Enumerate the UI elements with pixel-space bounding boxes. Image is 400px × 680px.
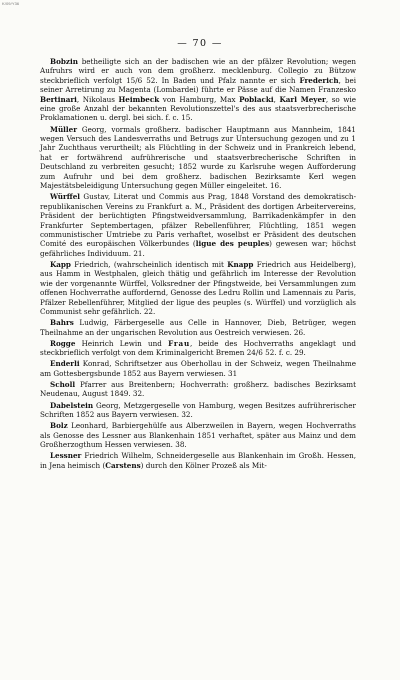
- entry-text: Konrad, Schriftsetzer aus Oberhollau in der Schweiz, wegen Theilnahme am Gottesbergsbunde 1852 aus Bayern verwiesen. 31: [40, 359, 356, 378]
- entry-text: von Hamburg, Max: [159, 94, 240, 104]
- register-entry: [40, 380, 356, 399]
- entry-name: Frederich: [299, 75, 339, 85]
- register-entry: [40, 260, 356, 316]
- entry-name: Poblacki: [239, 94, 274, 104]
- entry-text: , Nikolaus: [76, 94, 119, 104]
- entry-name: Knapp: [227, 259, 254, 269]
- entry-text: Leonhard, Barbiergehülfe aus Alberzweilen in Bayern, wegen Hochverraths als Genosse des Lessner aus Blankenhain 1851 verhaftet, später aus Mainz und dem Großherzogthum Hessen verwiesen. 38.: [40, 421, 356, 450]
- entry-text: Friedrich, (wahrscheinlich identisch mit: [70, 259, 228, 269]
- register-entry: [40, 318, 356, 337]
- entry-text: Pfarrer aus Breitenbern; Hochverrath: großherz. badisches Bezirksamt Neudenau, August 1849. 32.: [40, 379, 356, 399]
- entry-name: Scholl: [50, 379, 76, 389]
- entry-text: Georg, vormals großherz. badischer Hauptmann aus Mannheim, 1841 wegen Versuch des Landesverraths und Betrugs zur Untersuchung gezogen und zu 1 Jahr Zuchthaus verurtheilt; als Flüchtling in der Schweiz und in Frankreich lebend, hat er fortwährend aufrührerische und staatsverbrecherische Schriften in Deutschland zu verbreiten gesucht; 1852 wurde zu Karlsruhe wegen Aufforderung zum Aufruhr und bei dem großherz. badischen Bezirksamte Kerl wegen Majestätsbeleidigung Untersuchung gegen Müller eingeleitet. 16.: [40, 124, 356, 191]
- entry-text: Friedrich aus Heidelberg), aus Hamm in Westphalen, gleich thätig und gefährlich im Interesse der Revolution wie der vorgenannte Würffel, Volksredner der Pfingstweide, bei Versammlungen zum offenen Hochverrathe auffordernd, Genosse des Ledru Rollin und Lamennais zu Paris, Pfälzer Rebellenführer, Mitglied der ligue des peuples (s. Würffel) und vorzüglich als Communist sehr gefährlich. 22.: [40, 259, 356, 316]
- register-entry: [40, 421, 356, 449]
- entry-name: Dabelstein: [50, 400, 94, 410]
- entry-text: ) gewesen war; höchst gefährliches Individuum. 21.: [40, 239, 356, 258]
- entry-name: Enderli: [50, 359, 80, 369]
- entry-name: Heimbeck: [118, 94, 160, 104]
- register-entry: [40, 57, 356, 123]
- entry-name: Kapp: [50, 259, 71, 269]
- entry-name: Carstens: [105, 460, 141, 470]
- entry-text: , so wie eine große Anzahl der bekannten Revolutionszettel's des aus staatsverbrecherische Proklamationen u. dergl. bei sich. f. c. 15.: [40, 94, 356, 123]
- register-entry: [40, 125, 356, 191]
- entries-list: [40, 57, 356, 472]
- entry-name: ligue des peuples: [195, 239, 270, 249]
- register-entry: [40, 192, 356, 258]
- archive-corner-mark: K/09/Y36: [2, 1, 20, 6]
- register-entry: [40, 359, 356, 378]
- entry-name: Bahrs: [50, 318, 74, 328]
- entry-name: Bobzin: [50, 57, 78, 66]
- entry-text: betheiligte sich an der badischen wie an der pfälzer Revolution; wegen Aufruhrs wird er auch von dem großherz. mecklenburg. Collegio zu Bützow steckbrieflich verfolgt 15/6 52. In Baden und Pfalz nannte er sich: [40, 57, 356, 85]
- page-number-header: — 70 —: [177, 38, 223, 49]
- entry-name: Würffel: [50, 192, 80, 202]
- entry-text: ) durch den Kölner Prozeß als Mit-: [140, 460, 267, 470]
- entry-text: , beide des Hochverraths angeklagt und steckbrieflich verfolgt von dem Kriminalgericht Bremen 24/6 52. f. c. 29.: [40, 338, 356, 358]
- entry-name: Lessner: [50, 451, 82, 461]
- entry-name: Bertinari: [40, 94, 77, 104]
- entry-name: Frau: [168, 338, 190, 348]
- entry-name: Karl Meyer: [279, 94, 326, 104]
- register-entry: [40, 339, 356, 358]
- entry-text: Heinrich Lewin und: [75, 338, 169, 348]
- register-entry: [40, 401, 356, 420]
- entry-name: Müller: [50, 124, 78, 134]
- register-entry: [40, 451, 356, 470]
- entry-text: Gustav, Literat und Commis aus Prag, 1848 Vorstand des demokratisch-republikanischen Vereins zu Frankfurt a. M., Präsident des dortigen Arbeitervereins, Präsident der berüchtigten Pfingstweidversammlung, Barrikadenkämpfer in den Frankfurter Septembertagen, pfälzer Rebellenführer, Flüchtling, 1851 wegen communistischer Umtriebe zu Paris verhaftet, woselbst er Präsident des deutschen Comité des europäischen Völkerbundes (: [40, 192, 356, 249]
- entry-text: ,: [273, 94, 280, 104]
- entry-text: Georg, Metzgergeselle von Hamburg, wegen Besitzes aufrührerischer Schriften 1852 aus Bayern verwiesen. 32.: [40, 400, 356, 419]
- entry-name: Rogge: [50, 338, 76, 348]
- entry-text: , bei seiner Arretirung zu Magenta (Lombardei) führte er Pässe auf die Namen Franzesko: [40, 75, 356, 95]
- entry-text: Ludwig, Färbergeselle aus Celle in Hannover, Dieb, Betrüger, wegen Theilnahme an der ungarischen Revolution aus Oestreich verwiesen. 26.: [40, 318, 356, 337]
- entry-name: Bolz: [50, 421, 68, 431]
- entry-text: Friedrich Wilhelm, Schneidergeselle aus Blankenhain im Großh. Hessen, in Jena heimisch (: [40, 451, 356, 470]
